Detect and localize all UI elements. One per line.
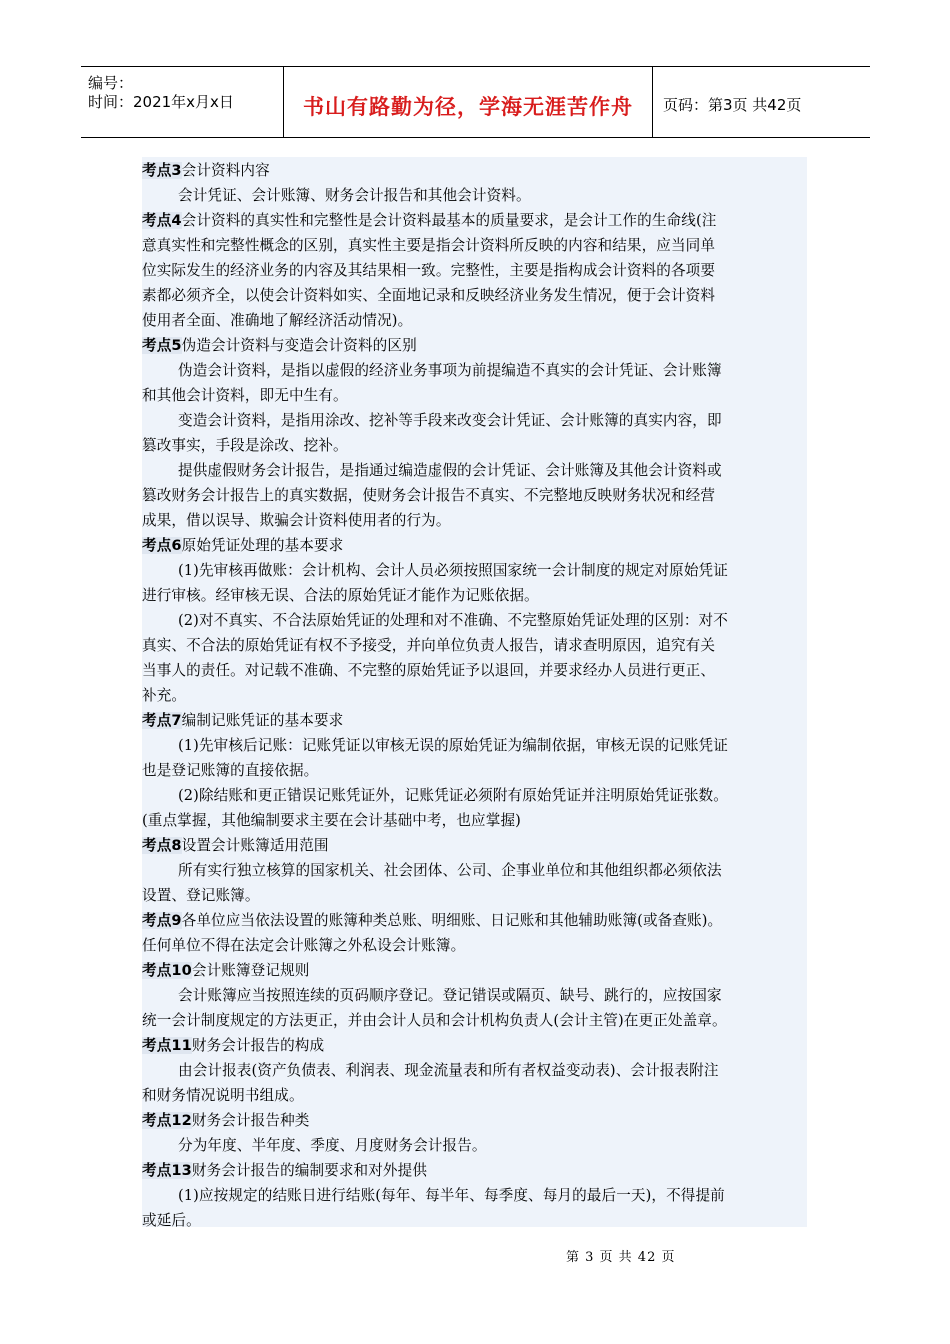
paragraph-line: 意真实性和完整性概念的区别，真实性主要是指会计资料所反映的内容和结果，应当同单	[142, 237, 716, 254]
header-motto-cell	[284, 67, 653, 137]
section-title: 原始凭证处理的基本要求	[181, 537, 344, 554]
section-heading	[142, 709, 343, 733]
section-title: 设置会计账簿适用范围	[181, 837, 329, 854]
paragraph-line: 当事人的责任。对记载不准确、不完整的原始凭证予以退回，并要求经办人员进行更正、	[142, 662, 716, 679]
page-footer: 第 3 页 共 42 页	[566, 1250, 676, 1265]
paragraph-line: 变造会计资料，是指用涂改、挖补等手段来改变会计凭证、会计账簿的真实内容，即	[178, 412, 722, 429]
header-page-cell	[653, 67, 870, 137]
topic-tag: 考点8	[142, 837, 182, 854]
section-title: 会计账簿登记规则	[191, 962, 310, 979]
paragraph-line: 提供虚假财务会计报告，是指通过编造虚假的会计凭证、会计账簿及其他会计资料或	[178, 462, 722, 479]
paragraph-line: (2)除结账和更正错误记账凭证外，记账凭证必须附有原始凭证并注明原始凭证张数。	[178, 787, 728, 804]
section-heading	[142, 1109, 309, 1133]
section-heading	[142, 159, 270, 183]
section-heading	[142, 959, 309, 983]
paragraph-line: 会计资料的真实性和完整性是会计资料最基本的质量要求，是会计工作的生命线(注	[181, 212, 717, 229]
paragraph-line: 篡改财务会计报告上的真实数据，使财务会计报告不真实、不完整地反映财务状况和经营	[142, 487, 716, 504]
topic-tag: 考点13	[142, 1162, 192, 1179]
header-meta-cell	[81, 67, 284, 137]
paragraph-line: 进行审核。经审核无误、合法的原始凭证才能作为记账依据。	[142, 587, 539, 604]
header-page-number: 页码：第3页 共42页	[663, 96, 802, 114]
topic-tag: 考点12	[142, 1112, 192, 1129]
topic-tag: 考点5	[142, 337, 182, 354]
motto: 书山有路勤为径，学海无涯苦作舟	[303, 95, 633, 119]
section-title: 伪造会计资料与变造会计资料的区别	[181, 337, 417, 354]
paragraph-line: (2)对不真实、不合法原始凭证的处理和对不准确、不完整原始凭证处理的区别：对不	[178, 612, 728, 629]
section-title: 编制记账凭证的基本要求	[181, 712, 344, 729]
paragraph-line: 补充。	[142, 687, 187, 704]
paragraph-line: 或延后。	[142, 1212, 201, 1229]
section-title: 会计资料内容	[181, 162, 270, 179]
paragraph-line: 伪造会计资料，是指以虚假的经济业务事项为前提编造不真实的会计凭证、会计账簿	[178, 362, 722, 379]
paragraph-line: 和财务情况说明书组成。	[142, 1087, 304, 1104]
paragraph-line: (1)先审核后记账：记账凭证以审核无误的原始凭证为编制依据，审核无误的记账凭证	[178, 737, 728, 754]
topic-tag: 考点6	[142, 537, 182, 554]
page-header	[81, 66, 870, 138]
section-heading	[142, 909, 722, 933]
topic-tag: 考点7	[142, 712, 182, 729]
section-heading	[142, 1034, 324, 1058]
topic-tag: 考点4	[142, 212, 182, 229]
section-heading	[142, 209, 716, 233]
paragraph-line: 素都必须齐全，以使会计资料如实、全面地记录和反映经济业务发生情况，便于会计资料	[142, 287, 716, 304]
paragraph-line: 篡改事实，手段是涂改、挖补。	[142, 437, 348, 454]
section-heading	[142, 534, 343, 558]
paragraph-line: 统一会计制度规定的方法更正，并由会计人员和会计机构负责人(会计主管)在更正处盖章。	[142, 1012, 727, 1029]
paragraph-line: 由会计报表(资产负债表、利润表、现金流量表和所有者权益变动表)、会计报表附注	[178, 1062, 719, 1079]
paragraph-line: 使用者全面、准确地了解经济活动情况)。	[142, 312, 413, 329]
section-title: 财务会计报告种类	[191, 1112, 310, 1129]
paragraph-line: 任何单位不得在法定会计账簿之外私设会计账簿。	[142, 937, 466, 954]
paragraph-line: 各单位应当依法设置的账簿种类总账、明细账、日记账和其他辅助账簿(或备查账)。	[181, 912, 723, 929]
section-heading	[142, 334, 417, 358]
document-number: 编号：	[88, 74, 134, 92]
document-body	[142, 157, 807, 1227]
paragraph-line: (重点掌握，其他编制要求主要在会计基础中考，也应掌握)	[142, 812, 521, 829]
topic-tag: 考点3	[142, 162, 182, 179]
section-title: 财务会计报告的构成	[191, 1037, 325, 1054]
paragraph-line: 会计账簿应当按照连续的页码顺序登记。登记错误或隔页、缺号、跳行的，应按国家	[178, 987, 722, 1004]
section-title: 财务会计报告的编制要求和对外提供	[191, 1162, 428, 1179]
topic-tag: 考点10	[142, 962, 192, 979]
paragraph-line: (1)先审核再做账：会计机构、会计人员必须按照国家统一会计制度的规定对原始凭证	[178, 562, 728, 579]
paragraph-line: 会计凭证、会计账簿、财务会计报告和其他会计资料。	[178, 187, 531, 204]
paragraph-line: 所有实行独立核算的国家机关、社会团体、公司、企事业单位和其他组织都必须依法	[178, 862, 722, 879]
paragraph-line: 分为年度、半年度、季度、月度财务会计报告。	[178, 1137, 487, 1154]
section-heading	[142, 1159, 427, 1183]
paragraph-line: 也是登记账簿的直接依据。	[142, 762, 319, 779]
document-date: 时间：2021年x月x日	[88, 93, 234, 111]
paragraph-line: 和其他会计资料，即无中生有。	[142, 387, 348, 404]
section-heading	[142, 834, 329, 858]
paragraph-line: 设置、登记账簿。	[142, 887, 260, 904]
paragraph-line: 成果，借以误导、欺骗会计资料使用者的行为。	[142, 512, 451, 529]
paragraph-line: 位实际发生的经济业务的内容及其结果相一致。完整性，主要是指构成会计资料的各项要	[142, 262, 716, 279]
topic-tag: 考点9	[142, 912, 182, 929]
topic-tag: 考点11	[142, 1037, 192, 1054]
paragraph-line: 真实、不合法的原始凭证有权不予接受，并向单位负责人报告，请求查明原因，追究有关	[142, 637, 716, 654]
paragraph-line: (1)应按规定的结账日进行结账(每年、每半年、每季度、每月的最后一天)，不得提前	[178, 1187, 725, 1204]
